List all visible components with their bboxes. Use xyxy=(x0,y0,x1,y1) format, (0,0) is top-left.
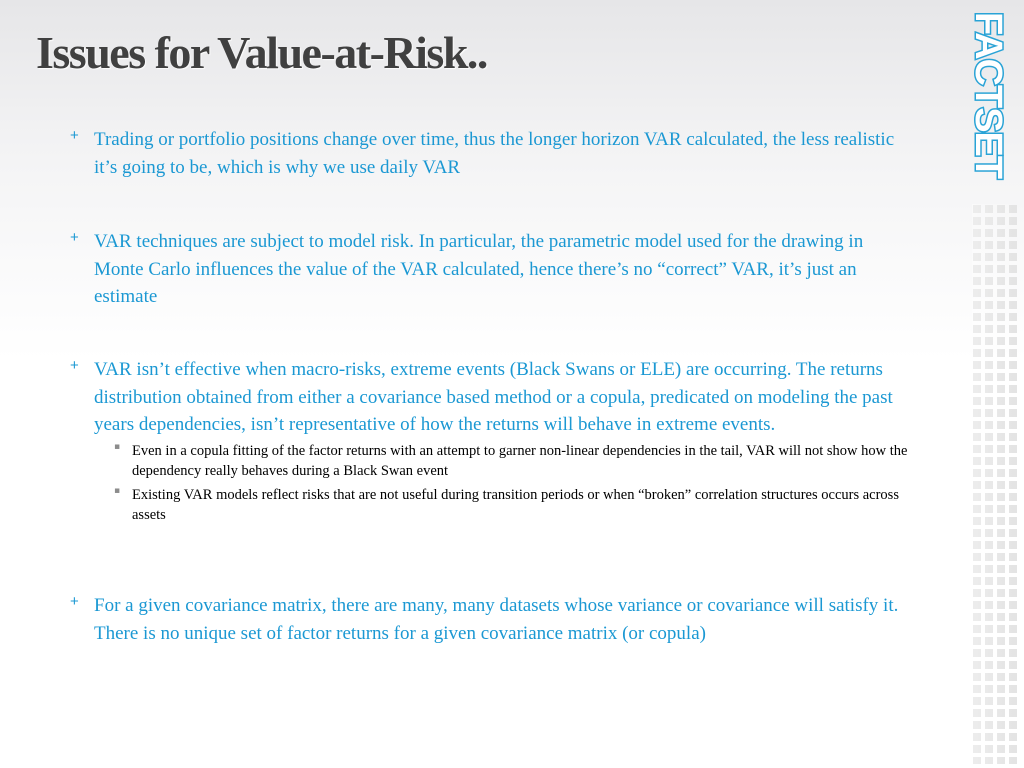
bullet-text: Trading or portfolio positions change over time, thus the longer horizon VAR calculated, the less realistic it’s going to be, which is why we use daily VAR xyxy=(94,129,895,178)
sub-bullet-text: Existing VAR models reflect risks that are not useful during transition periods or when “broken” correlation structures occurs across assets xyxy=(132,486,899,523)
bullet-text: For a given covariance matrix, there are many, many datasets whose variance or covariance will satisfy it. There is no unique set of factor returns for a given covariance matrix (or copula) xyxy=(94,595,899,644)
bullet-text: VAR techniques are subject to model risk. In particular, the parametric model used for the drawing in Monte Carlo influences the value of the VAR calculated, hence there’s no “correct” VAR, it’s just an estimate xyxy=(94,231,864,307)
square-bullet-icon: ▪ xyxy=(114,441,121,452)
plus-bullet-icon: + xyxy=(70,127,79,144)
plus-bullet-icon: + xyxy=(70,229,79,246)
sub-bullet-text: Even in a copula fitting of the factor returns with an attempt to garner non-linear dependencies in the tail, VAR will not show how the dependency really behaves during a Black Swan event xyxy=(132,442,908,479)
sub-bullet-list xyxy=(114,441,910,526)
factset-logo: FACTSET xyxy=(967,12,1009,179)
slide-title: Issues for Value-at-Risk.. xyxy=(36,27,487,78)
square-bullet-icon: ▪ xyxy=(114,485,121,496)
sub-bullet-item xyxy=(114,441,910,482)
plus-bullet-icon: + xyxy=(70,357,79,374)
decorative-dot-grid xyxy=(972,204,1020,764)
plus-bullet-icon: + xyxy=(70,593,79,610)
sub-bullet-item xyxy=(114,485,910,526)
bullet-text: VAR isn’t effective when macro-risks, extreme events (Black Swans or ELE) are occurring. The returns distribution obtained from either a covariance based method or a copula, predicated on modeling the past years dependencies, isn’t representative of how the returns will behave in extreme events. xyxy=(94,359,893,435)
bullet-item xyxy=(60,592,910,647)
bullet-item xyxy=(60,126,910,181)
bullet-item xyxy=(60,228,910,311)
bullet-item xyxy=(60,356,910,529)
